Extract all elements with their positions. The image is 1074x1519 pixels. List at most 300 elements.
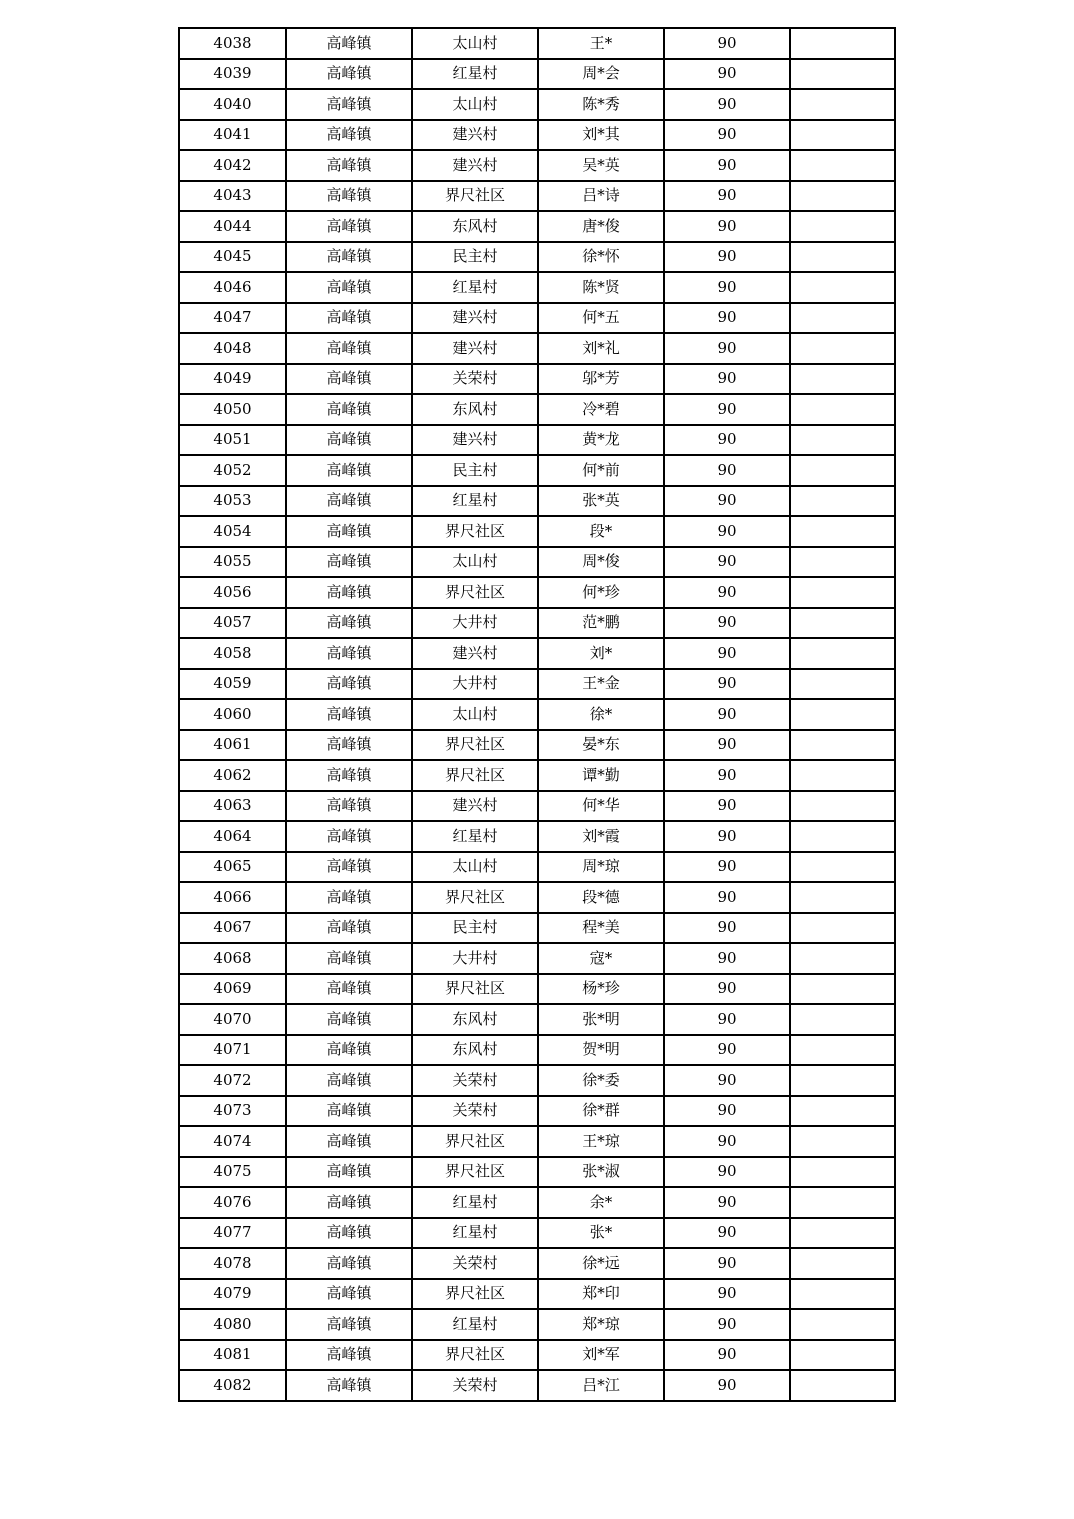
roster-table	[178, 27, 896, 1402]
name-cell: 冷*碧	[538, 394, 664, 425]
remark-cell	[790, 59, 895, 90]
name-cell: 刘*军	[538, 1340, 664, 1371]
town-cell: 高峰镇	[286, 516, 412, 547]
name-cell: 张*明	[538, 1004, 664, 1035]
serial-number-cell: 4081	[179, 1340, 286, 1371]
village-cell: 红星村	[412, 821, 538, 852]
serial-number-cell: 4063	[179, 791, 286, 822]
remark-cell	[790, 211, 895, 242]
town-cell: 高峰镇	[286, 913, 412, 944]
table-row	[179, 791, 895, 822]
town-cell: 高峰镇	[286, 120, 412, 151]
amount-cell: 90	[664, 364, 790, 395]
town-cell: 高峰镇	[286, 333, 412, 364]
serial-number-cell: 4061	[179, 730, 286, 761]
village-cell: 红星村	[412, 1309, 538, 1340]
serial-number-cell: 4060	[179, 699, 286, 730]
village-cell: 界尺社区	[412, 1157, 538, 1188]
serial-number-cell: 4051	[179, 425, 286, 456]
table-row	[179, 943, 895, 974]
town-cell: 高峰镇	[286, 1035, 412, 1066]
remark-cell	[790, 669, 895, 700]
name-cell: 张*	[538, 1218, 664, 1249]
table-row	[179, 1248, 895, 1279]
name-cell: 吕*江	[538, 1370, 664, 1401]
village-cell: 关荣村	[412, 1248, 538, 1279]
amount-cell: 90	[664, 1340, 790, 1371]
serial-number-cell: 4055	[179, 547, 286, 578]
amount-cell: 90	[664, 89, 790, 120]
table-row	[179, 181, 895, 212]
village-cell: 红星村	[412, 486, 538, 517]
remark-cell	[790, 547, 895, 578]
name-cell: 邬*芳	[538, 364, 664, 395]
serial-number-cell: 4052	[179, 455, 286, 486]
table-row	[179, 608, 895, 639]
village-cell: 红星村	[412, 1218, 538, 1249]
remark-cell	[790, 455, 895, 486]
name-cell: 徐*	[538, 699, 664, 730]
name-cell: 周*琼	[538, 852, 664, 883]
table-row	[179, 516, 895, 547]
amount-cell: 90	[664, 272, 790, 303]
serial-number-cell: 4075	[179, 1157, 286, 1188]
village-cell: 界尺社区	[412, 577, 538, 608]
amount-cell: 90	[664, 638, 790, 669]
name-cell: 何*前	[538, 455, 664, 486]
remark-cell	[790, 1096, 895, 1127]
name-cell: 周*会	[538, 59, 664, 90]
table-row	[179, 1096, 895, 1127]
serial-number-cell: 4053	[179, 486, 286, 517]
village-cell: 建兴村	[412, 425, 538, 456]
serial-number-cell: 4079	[179, 1279, 286, 1310]
town-cell: 高峰镇	[286, 1340, 412, 1371]
village-cell: 建兴村	[412, 638, 538, 669]
village-cell: 关荣村	[412, 1370, 538, 1401]
town-cell: 高峰镇	[286, 608, 412, 639]
serial-number-cell: 4050	[179, 394, 286, 425]
village-cell: 建兴村	[412, 303, 538, 334]
serial-number-cell: 4062	[179, 760, 286, 791]
name-cell: 谭*勤	[538, 760, 664, 791]
village-cell: 太山村	[412, 28, 538, 59]
remark-cell	[790, 1309, 895, 1340]
amount-cell: 90	[664, 1187, 790, 1218]
village-cell: 大井村	[412, 669, 538, 700]
name-cell: 徐*委	[538, 1065, 664, 1096]
amount-cell: 90	[664, 486, 790, 517]
amount-cell: 90	[664, 852, 790, 883]
serial-number-cell: 4072	[179, 1065, 286, 1096]
name-cell: 刘*霞	[538, 821, 664, 852]
town-cell: 高峰镇	[286, 1218, 412, 1249]
town-cell: 高峰镇	[286, 303, 412, 334]
village-cell: 民主村	[412, 455, 538, 486]
serial-number-cell: 4059	[179, 669, 286, 700]
village-cell: 民主村	[412, 242, 538, 273]
village-cell: 关荣村	[412, 1065, 538, 1096]
village-cell: 界尺社区	[412, 730, 538, 761]
name-cell: 何*珍	[538, 577, 664, 608]
serial-number-cell: 4080	[179, 1309, 286, 1340]
town-cell: 高峰镇	[286, 181, 412, 212]
amount-cell: 90	[664, 913, 790, 944]
name-cell: 黄*龙	[538, 425, 664, 456]
remark-cell	[790, 852, 895, 883]
remark-cell	[790, 913, 895, 944]
village-cell: 界尺社区	[412, 181, 538, 212]
table-row	[179, 1004, 895, 1035]
name-cell: 周*俊	[538, 547, 664, 578]
remark-cell	[790, 516, 895, 547]
village-cell: 界尺社区	[412, 516, 538, 547]
remark-cell	[790, 638, 895, 669]
name-cell: 杨*珍	[538, 974, 664, 1005]
town-cell: 高峰镇	[286, 1126, 412, 1157]
name-cell: 刘*	[538, 638, 664, 669]
amount-cell: 90	[664, 59, 790, 90]
serial-number-cell: 4071	[179, 1035, 286, 1066]
serial-number-cell: 4048	[179, 333, 286, 364]
remark-cell	[790, 1248, 895, 1279]
serial-number-cell: 4039	[179, 59, 286, 90]
village-cell: 关荣村	[412, 1096, 538, 1127]
town-cell: 高峰镇	[286, 882, 412, 913]
table-row	[179, 89, 895, 120]
town-cell: 高峰镇	[286, 242, 412, 273]
village-cell: 太山村	[412, 89, 538, 120]
remark-cell	[790, 1126, 895, 1157]
town-cell: 高峰镇	[286, 943, 412, 974]
serial-number-cell: 4040	[179, 89, 286, 120]
amount-cell: 90	[664, 608, 790, 639]
amount-cell: 90	[664, 760, 790, 791]
town-cell: 高峰镇	[286, 364, 412, 395]
town-cell: 高峰镇	[286, 486, 412, 517]
remark-cell	[790, 608, 895, 639]
name-cell: 张*英	[538, 486, 664, 517]
name-cell: 程*美	[538, 913, 664, 944]
table-row	[179, 1035, 895, 1066]
table-row	[179, 364, 895, 395]
village-cell: 大井村	[412, 943, 538, 974]
amount-cell: 90	[664, 1309, 790, 1340]
amount-cell: 90	[664, 120, 790, 151]
name-cell: 范*鹏	[538, 608, 664, 639]
serial-number-cell: 4042	[179, 150, 286, 181]
remark-cell	[790, 364, 895, 395]
town-cell: 高峰镇	[286, 28, 412, 59]
town-cell: 高峰镇	[286, 821, 412, 852]
town-cell: 高峰镇	[286, 272, 412, 303]
table-row	[179, 577, 895, 608]
amount-cell: 90	[664, 242, 790, 273]
town-cell: 高峰镇	[286, 577, 412, 608]
village-cell: 东风村	[412, 1035, 538, 1066]
remark-cell	[790, 1004, 895, 1035]
serial-number-cell: 4049	[179, 364, 286, 395]
serial-number-cell: 4045	[179, 242, 286, 273]
name-cell: 寇*	[538, 943, 664, 974]
serial-number-cell: 4056	[179, 577, 286, 608]
serial-number-cell: 4057	[179, 608, 286, 639]
table-row	[179, 1370, 895, 1401]
remark-cell	[790, 272, 895, 303]
table-row	[179, 974, 895, 1005]
village-cell: 东风村	[412, 394, 538, 425]
village-cell: 建兴村	[412, 791, 538, 822]
remark-cell	[790, 821, 895, 852]
town-cell: 高峰镇	[286, 669, 412, 700]
town-cell: 高峰镇	[286, 638, 412, 669]
town-cell: 高峰镇	[286, 425, 412, 456]
remark-cell	[790, 730, 895, 761]
amount-cell: 90	[664, 1004, 790, 1035]
remark-cell	[790, 181, 895, 212]
table-row	[179, 242, 895, 273]
remark-cell	[790, 1370, 895, 1401]
amount-cell: 90	[664, 821, 790, 852]
town-cell: 高峰镇	[286, 974, 412, 1005]
roster-table-body	[179, 28, 895, 1401]
name-cell: 晏*东	[538, 730, 664, 761]
amount-cell: 90	[664, 1370, 790, 1401]
serial-number-cell: 4068	[179, 943, 286, 974]
table-row	[179, 1157, 895, 1188]
amount-cell: 90	[664, 150, 790, 181]
serial-number-cell: 4069	[179, 974, 286, 1005]
name-cell: 陈*贤	[538, 272, 664, 303]
village-cell: 建兴村	[412, 333, 538, 364]
village-cell: 太山村	[412, 699, 538, 730]
serial-number-cell: 4078	[179, 1248, 286, 1279]
name-cell: 刘*其	[538, 120, 664, 151]
serial-number-cell: 4065	[179, 852, 286, 883]
town-cell: 高峰镇	[286, 852, 412, 883]
remark-cell	[790, 974, 895, 1005]
town-cell: 高峰镇	[286, 1187, 412, 1218]
remark-cell	[790, 242, 895, 273]
remark-cell	[790, 1065, 895, 1096]
table-row	[179, 547, 895, 578]
amount-cell: 90	[664, 1248, 790, 1279]
remark-cell	[790, 28, 895, 59]
remark-cell	[790, 1187, 895, 1218]
remark-cell	[790, 577, 895, 608]
name-cell: 徐*群	[538, 1096, 664, 1127]
serial-number-cell: 4047	[179, 303, 286, 334]
village-cell: 界尺社区	[412, 882, 538, 913]
name-cell: 吴*英	[538, 150, 664, 181]
amount-cell: 90	[664, 394, 790, 425]
table-row	[179, 1187, 895, 1218]
amount-cell: 90	[664, 28, 790, 59]
town-cell: 高峰镇	[286, 547, 412, 578]
remark-cell	[790, 882, 895, 913]
table-row	[179, 28, 895, 59]
table-row	[179, 120, 895, 151]
table-row	[179, 1340, 895, 1371]
amount-cell: 90	[664, 1218, 790, 1249]
amount-cell: 90	[664, 791, 790, 822]
serial-number-cell: 4070	[179, 1004, 286, 1035]
table-row	[179, 669, 895, 700]
table-row	[179, 730, 895, 761]
name-cell: 王*	[538, 28, 664, 59]
remark-cell	[790, 1340, 895, 1371]
table-row	[179, 303, 895, 334]
serial-number-cell: 4064	[179, 821, 286, 852]
name-cell: 唐*俊	[538, 211, 664, 242]
serial-number-cell: 4044	[179, 211, 286, 242]
name-cell: 何*华	[538, 791, 664, 822]
amount-cell: 90	[664, 882, 790, 913]
name-cell: 陈*秀	[538, 89, 664, 120]
remark-cell	[790, 120, 895, 151]
village-cell: 东风村	[412, 211, 538, 242]
remark-cell	[790, 486, 895, 517]
village-cell: 关荣村	[412, 364, 538, 395]
remark-cell	[790, 1218, 895, 1249]
name-cell: 段*德	[538, 882, 664, 913]
name-cell: 王*琼	[538, 1126, 664, 1157]
table-row	[179, 59, 895, 90]
village-cell: 界尺社区	[412, 1279, 538, 1310]
village-cell: 大井村	[412, 608, 538, 639]
village-cell: 红星村	[412, 272, 538, 303]
name-cell: 吕*诗	[538, 181, 664, 212]
town-cell: 高峰镇	[286, 1248, 412, 1279]
amount-cell: 90	[664, 730, 790, 761]
table-row	[179, 1309, 895, 1340]
name-cell: 余*	[538, 1187, 664, 1218]
amount-cell: 90	[664, 516, 790, 547]
remark-cell	[790, 89, 895, 120]
serial-number-cell: 4076	[179, 1187, 286, 1218]
table-row	[179, 760, 895, 791]
town-cell: 高峰镇	[286, 699, 412, 730]
name-cell: 刘*礼	[538, 333, 664, 364]
serial-number-cell: 4043	[179, 181, 286, 212]
table-row	[179, 699, 895, 730]
name-cell: 段*	[538, 516, 664, 547]
village-cell: 太山村	[412, 852, 538, 883]
village-cell: 界尺社区	[412, 974, 538, 1005]
town-cell: 高峰镇	[286, 730, 412, 761]
amount-cell: 90	[664, 455, 790, 486]
amount-cell: 90	[664, 943, 790, 974]
village-cell: 界尺社区	[412, 760, 538, 791]
table-row	[179, 272, 895, 303]
remark-cell	[790, 943, 895, 974]
amount-cell: 90	[664, 1035, 790, 1066]
serial-number-cell: 4041	[179, 120, 286, 151]
village-cell: 建兴村	[412, 150, 538, 181]
town-cell: 高峰镇	[286, 1065, 412, 1096]
town-cell: 高峰镇	[286, 394, 412, 425]
amount-cell: 90	[664, 333, 790, 364]
table-row	[179, 882, 895, 913]
table-row	[179, 1065, 895, 1096]
town-cell: 高峰镇	[286, 1370, 412, 1401]
amount-cell: 90	[664, 699, 790, 730]
village-cell: 太山村	[412, 547, 538, 578]
name-cell: 何*五	[538, 303, 664, 334]
amount-cell: 90	[664, 669, 790, 700]
serial-number-cell: 4073	[179, 1096, 286, 1127]
serial-number-cell: 4077	[179, 1218, 286, 1249]
remark-cell	[790, 791, 895, 822]
remark-cell	[790, 303, 895, 334]
table-row	[179, 394, 895, 425]
amount-cell: 90	[664, 181, 790, 212]
village-cell: 界尺社区	[412, 1340, 538, 1371]
name-cell: 贺*明	[538, 1035, 664, 1066]
table-row	[179, 821, 895, 852]
table-row	[179, 913, 895, 944]
name-cell: 郑*琼	[538, 1309, 664, 1340]
village-cell: 红星村	[412, 1187, 538, 1218]
amount-cell: 90	[664, 1065, 790, 1096]
serial-number-cell: 4046	[179, 272, 286, 303]
town-cell: 高峰镇	[286, 211, 412, 242]
name-cell: 徐*远	[538, 1248, 664, 1279]
amount-cell: 90	[664, 1126, 790, 1157]
amount-cell: 90	[664, 974, 790, 1005]
amount-cell: 90	[664, 303, 790, 334]
table-row	[179, 425, 895, 456]
table-row	[179, 486, 895, 517]
serial-number-cell: 4067	[179, 913, 286, 944]
amount-cell: 90	[664, 1096, 790, 1127]
remark-cell	[790, 1157, 895, 1188]
table-row	[179, 1218, 895, 1249]
village-cell: 红星村	[412, 59, 538, 90]
remark-cell	[790, 1279, 895, 1310]
remark-cell	[790, 150, 895, 181]
serial-number-cell: 4058	[179, 638, 286, 669]
remark-cell	[790, 1035, 895, 1066]
remark-cell	[790, 425, 895, 456]
village-cell: 建兴村	[412, 120, 538, 151]
amount-cell: 90	[664, 547, 790, 578]
town-cell: 高峰镇	[286, 455, 412, 486]
town-cell: 高峰镇	[286, 1004, 412, 1035]
serial-number-cell: 4082	[179, 1370, 286, 1401]
table-row	[179, 455, 895, 486]
table-row	[179, 1126, 895, 1157]
remark-cell	[790, 333, 895, 364]
serial-number-cell: 4074	[179, 1126, 286, 1157]
table-row	[179, 333, 895, 364]
table-row	[179, 638, 895, 669]
serial-number-cell: 4054	[179, 516, 286, 547]
remark-cell	[790, 699, 895, 730]
name-cell: 王*金	[538, 669, 664, 700]
amount-cell: 90	[664, 211, 790, 242]
remark-cell	[790, 760, 895, 791]
town-cell: 高峰镇	[286, 59, 412, 90]
town-cell: 高峰镇	[286, 791, 412, 822]
town-cell: 高峰镇	[286, 1096, 412, 1127]
village-cell: 民主村	[412, 913, 538, 944]
town-cell: 高峰镇	[286, 1279, 412, 1310]
amount-cell: 90	[664, 1279, 790, 1310]
town-cell: 高峰镇	[286, 1157, 412, 1188]
town-cell: 高峰镇	[286, 150, 412, 181]
town-cell: 高峰镇	[286, 89, 412, 120]
